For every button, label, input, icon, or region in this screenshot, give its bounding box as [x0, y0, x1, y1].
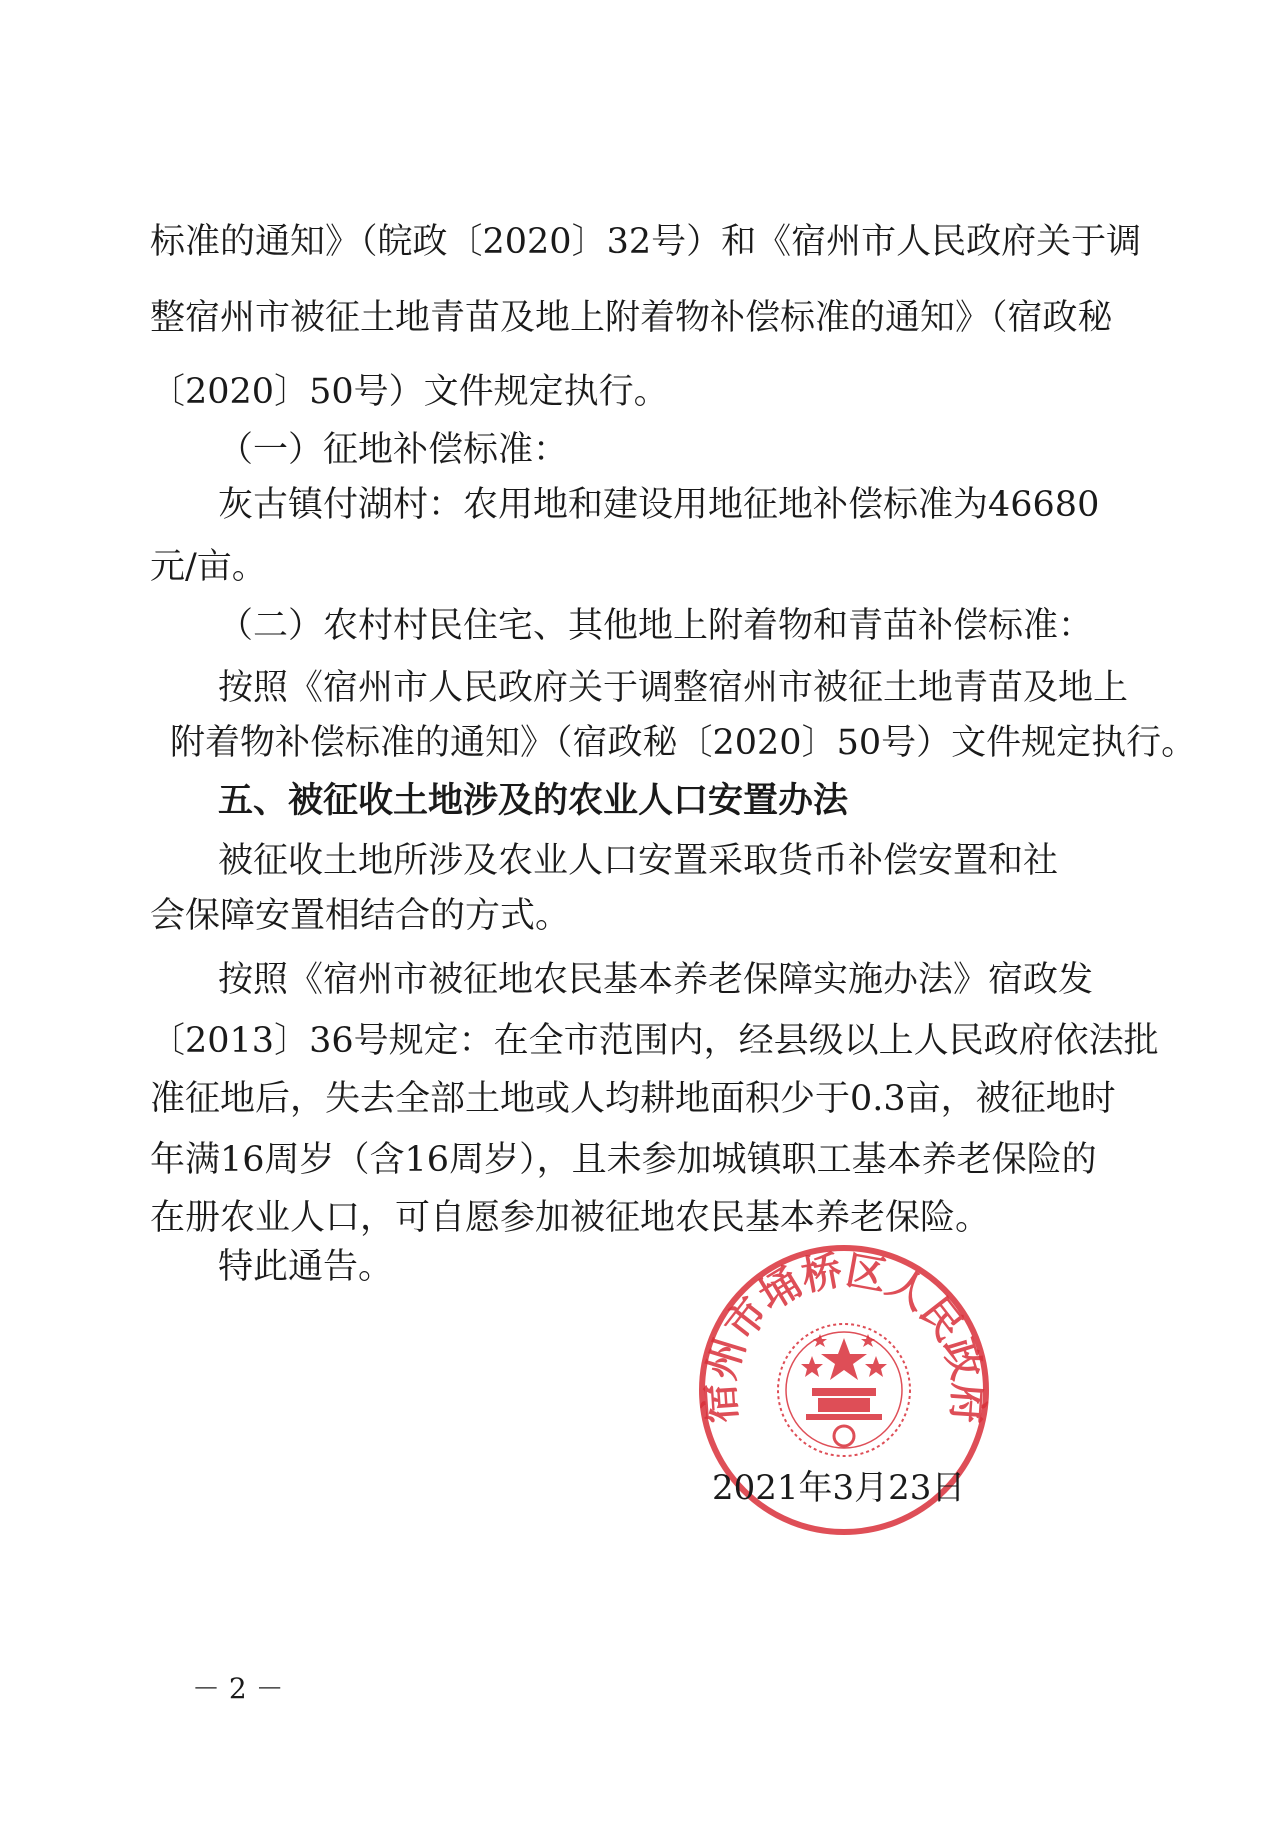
issue-date: 2021年3月23日	[712, 1468, 966, 1508]
body-line-16: 年满16周岁（含16周岁），且未参加城镇职工基本养老保险的	[150, 1140, 1097, 1180]
section-heading-5: 五、被征收土地涉及的农业人口安置办法	[218, 780, 849, 821]
body-line-5: 灰古镇付湖村：农用地和建设用地征地补偿标准为46680	[218, 485, 1100, 525]
subheading-1: （一）征地补偿标准：	[218, 430, 569, 470]
seal-text: 宿州市埇桥区人民政府	[695, 1246, 993, 1425]
body-line-17: 在册农业人口，可自愿参加被征地农民基本养老保险。	[150, 1198, 991, 1238]
body-line-9: 附着物补偿标准的通知》（宿政秘〔2020〕50号）文件规定执行。	[170, 723, 1197, 763]
page-number: － 2 －	[192, 1672, 284, 1705]
subheading-2: （二）农村村民住宅、其他地上附着物和青苗补偿标准：	[218, 606, 1094, 646]
body-line-2: 整宿州市被征土地青苗及地上附着物补偿标准的通知》（宿政秘	[150, 298, 1113, 338]
body-line-11: 被征收土地所涉及农业人口安置采取货币补偿安置和社	[218, 841, 1059, 881]
body-line-8: 按照《宿州市人民政府关于调整宿州市被征土地青苗及地上	[218, 668, 1129, 708]
national-emblem-icon	[801, 1334, 887, 1446]
body-line-15: 准征地后，失去全部土地或人均耕地面积少于0.3亩，被征地时	[150, 1079, 1116, 1119]
body-line-1: 标准的通知》（皖政〔2020〕32号）和《宿州市人民政府关于调	[150, 222, 1142, 262]
closing-line: 特此通告。	[218, 1247, 394, 1287]
body-line-6: 元/亩。	[150, 547, 267, 587]
body-line-13: 按照《宿州市被征地农民基本养老保障实施办法》宿政发	[218, 960, 1094, 1000]
body-line-12: 会保障安置相结合的方式。	[150, 896, 571, 936]
body-line-3: 〔2020〕50号）文件规定执行。	[150, 372, 669, 412]
body-line-14: 〔2013〕36号规定：在全市范围内，经县级以上人民政府依法批	[150, 1021, 1159, 1061]
